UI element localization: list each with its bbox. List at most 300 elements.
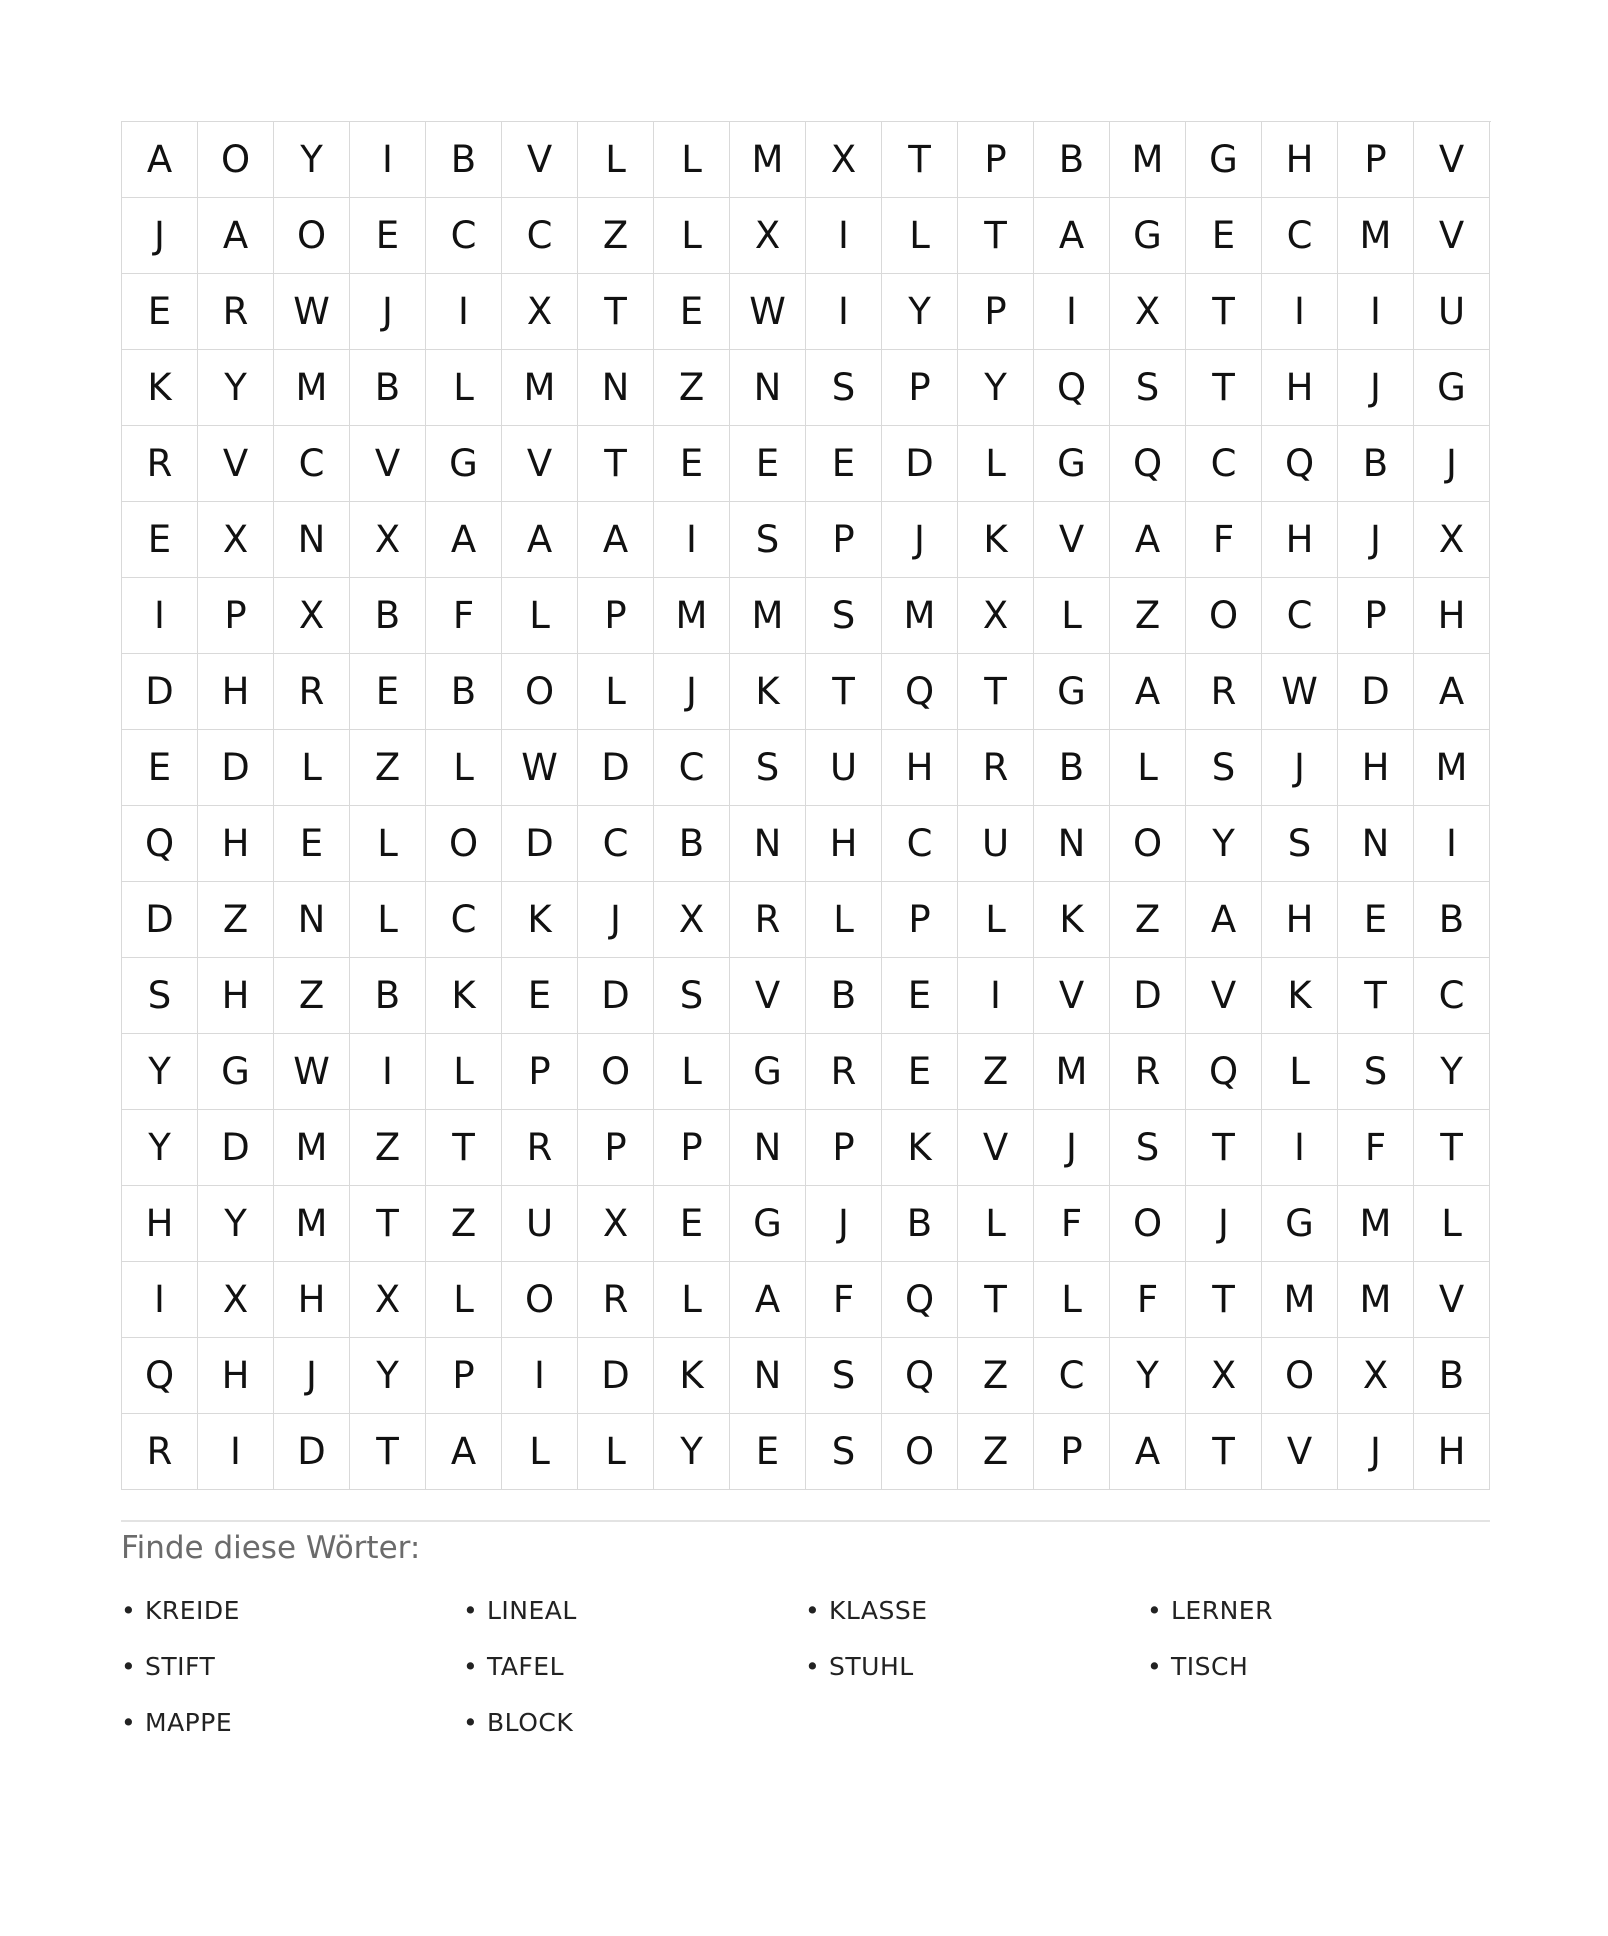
grid-cell[interactable]: G xyxy=(1414,350,1490,426)
grid-cell[interactable]: K xyxy=(122,350,198,426)
grid-cell[interactable]: R xyxy=(122,1414,198,1490)
grid-cell[interactable]: V xyxy=(1034,502,1110,578)
grid-cell[interactable]: X xyxy=(274,578,350,654)
grid-cell[interactable]: W xyxy=(274,274,350,350)
grid-cell[interactable]: V xyxy=(1262,1414,1338,1490)
grid-cell[interactable]: X xyxy=(198,502,274,578)
grid-cell[interactable]: T xyxy=(350,1414,426,1490)
grid-cell[interactable]: O xyxy=(274,198,350,274)
grid-cell[interactable]: J xyxy=(1262,730,1338,806)
grid-cell[interactable]: A xyxy=(426,1414,502,1490)
grid-cell[interactable]: I xyxy=(806,198,882,274)
grid-cell[interactable]: M xyxy=(730,578,806,654)
grid-cell[interactable]: D xyxy=(274,1414,350,1490)
grid-cell[interactable]: X xyxy=(502,274,578,350)
grid-cell[interactable]: I xyxy=(1414,806,1490,882)
grid-cell[interactable]: H xyxy=(198,654,274,730)
grid-cell[interactable]: M xyxy=(1338,1262,1414,1338)
grid-cell[interactable]: L xyxy=(1034,1262,1110,1338)
grid-cell[interactable]: S xyxy=(806,1414,882,1490)
grid-cell[interactable]: H xyxy=(1262,882,1338,958)
grid-cell[interactable]: K xyxy=(426,958,502,1034)
grid-cell[interactable]: D xyxy=(578,958,654,1034)
grid-cell[interactable]: L xyxy=(654,198,730,274)
grid-cell[interactable]: H xyxy=(882,730,958,806)
grid-cell[interactable]: T xyxy=(578,274,654,350)
grid-cell[interactable]: P xyxy=(502,1034,578,1110)
grid-cell[interactable]: B xyxy=(1034,122,1110,198)
grid-cell[interactable]: L xyxy=(654,1034,730,1110)
grid-cell[interactable]: W xyxy=(1262,654,1338,730)
grid-cell[interactable]: J xyxy=(882,502,958,578)
grid-cell[interactable]: Q xyxy=(1186,1034,1262,1110)
grid-cell[interactable]: I xyxy=(426,274,502,350)
grid-cell[interactable]: T xyxy=(1186,1262,1262,1338)
grid-cell[interactable]: C xyxy=(502,198,578,274)
grid-cell[interactable]: L xyxy=(350,806,426,882)
grid-cell[interactable]: Y xyxy=(958,350,1034,426)
grid-cell[interactable]: A xyxy=(122,122,198,198)
grid-cell[interactable]: K xyxy=(1262,958,1338,1034)
grid-cell[interactable]: H xyxy=(198,806,274,882)
grid-cell[interactable]: K xyxy=(882,1110,958,1186)
grid-cell[interactable]: X xyxy=(654,882,730,958)
grid-cell[interactable]: D xyxy=(578,1338,654,1414)
grid-cell[interactable]: E xyxy=(882,1034,958,1110)
grid-cell[interactable]: B xyxy=(350,350,426,426)
grid-cell[interactable]: R xyxy=(198,274,274,350)
grid-cell[interactable]: Z xyxy=(958,1414,1034,1490)
grid-cell[interactable]: T xyxy=(1186,350,1262,426)
grid-cell[interactable]: A xyxy=(1034,198,1110,274)
grid-cell[interactable]: E xyxy=(502,958,578,1034)
grid-cell[interactable]: R xyxy=(274,654,350,730)
grid-cell[interactable]: P xyxy=(198,578,274,654)
grid-cell[interactable]: H xyxy=(198,1338,274,1414)
grid-cell[interactable]: K xyxy=(958,502,1034,578)
grid-cell[interactable]: V xyxy=(958,1110,1034,1186)
grid-cell[interactable]: T xyxy=(1186,1414,1262,1490)
grid-cell[interactable]: G xyxy=(426,426,502,502)
grid-cell[interactable]: Z xyxy=(198,882,274,958)
grid-cell[interactable]: M xyxy=(502,350,578,426)
grid-cell[interactable]: B xyxy=(1338,426,1414,502)
grid-cell[interactable]: U xyxy=(958,806,1034,882)
grid-cell[interactable]: X xyxy=(198,1262,274,1338)
grid-cell[interactable]: Z xyxy=(350,730,426,806)
grid-cell[interactable]: V xyxy=(502,122,578,198)
grid-cell[interactable]: V xyxy=(1414,1262,1490,1338)
grid-cell[interactable]: B xyxy=(350,578,426,654)
grid-cell[interactable]: X xyxy=(1338,1338,1414,1414)
grid-cell[interactable]: I xyxy=(654,502,730,578)
grid-cell[interactable]: C xyxy=(578,806,654,882)
grid-cell[interactable]: E xyxy=(730,426,806,502)
grid-cell[interactable]: C xyxy=(882,806,958,882)
grid-cell[interactable]: M xyxy=(730,122,806,198)
grid-cell[interactable]: S xyxy=(1262,806,1338,882)
grid-cell[interactable]: S xyxy=(1110,350,1186,426)
grid-cell[interactable]: B xyxy=(654,806,730,882)
grid-cell[interactable]: L xyxy=(426,350,502,426)
grid-cell[interactable]: L xyxy=(806,882,882,958)
grid-cell[interactable]: Q xyxy=(122,1338,198,1414)
grid-cell[interactable]: Q xyxy=(882,654,958,730)
grid-cell[interactable]: M xyxy=(1110,122,1186,198)
grid-cell[interactable]: Z xyxy=(654,350,730,426)
grid-cell[interactable]: X xyxy=(1186,1338,1262,1414)
grid-cell[interactable]: Y xyxy=(882,274,958,350)
grid-cell[interactable]: B xyxy=(426,122,502,198)
grid-cell[interactable]: L xyxy=(958,1186,1034,1262)
grid-cell[interactable]: R xyxy=(1186,654,1262,730)
grid-cell[interactable]: J xyxy=(1338,502,1414,578)
grid-cell[interactable]: I xyxy=(350,1034,426,1110)
grid-cell[interactable]: M xyxy=(274,350,350,426)
grid-cell[interactable]: R xyxy=(730,882,806,958)
grid-cell[interactable]: V xyxy=(502,426,578,502)
grid-cell[interactable]: A xyxy=(426,502,502,578)
grid-cell[interactable]: T xyxy=(1338,958,1414,1034)
grid-cell[interactable]: B xyxy=(1414,1338,1490,1414)
grid-cell[interactable]: P xyxy=(578,1110,654,1186)
grid-cell[interactable]: X xyxy=(578,1186,654,1262)
grid-cell[interactable]: I xyxy=(958,958,1034,1034)
grid-cell[interactable]: Y xyxy=(1186,806,1262,882)
grid-cell[interactable]: S xyxy=(806,578,882,654)
grid-cell[interactable]: D xyxy=(578,730,654,806)
grid-cell[interactable]: O xyxy=(502,654,578,730)
grid-cell[interactable]: P xyxy=(958,122,1034,198)
grid-cell[interactable]: L xyxy=(1414,1186,1490,1262)
grid-cell[interactable]: H xyxy=(1262,502,1338,578)
grid-cell[interactable]: T xyxy=(1414,1110,1490,1186)
grid-cell[interactable]: I xyxy=(198,1414,274,1490)
grid-cell[interactable]: U xyxy=(806,730,882,806)
grid-cell[interactable]: H xyxy=(1338,730,1414,806)
grid-cell[interactable]: T xyxy=(350,1186,426,1262)
grid-cell[interactable]: H xyxy=(1414,1414,1490,1490)
grid-cell[interactable]: Z xyxy=(350,1110,426,1186)
grid-cell[interactable]: H xyxy=(274,1262,350,1338)
grid-cell[interactable]: C xyxy=(1414,958,1490,1034)
grid-cell[interactable]: L xyxy=(1034,578,1110,654)
grid-cell[interactable]: X xyxy=(958,578,1034,654)
grid-cell[interactable]: L xyxy=(426,730,502,806)
grid-cell[interactable]: C xyxy=(1034,1338,1110,1414)
grid-cell[interactable]: L xyxy=(958,426,1034,502)
grid-cell[interactable]: H xyxy=(198,958,274,1034)
grid-cell[interactable]: A xyxy=(578,502,654,578)
grid-cell[interactable]: G xyxy=(730,1034,806,1110)
grid-cell[interactable]: M xyxy=(654,578,730,654)
grid-cell[interactable]: Z xyxy=(274,958,350,1034)
grid-cell[interactable]: O xyxy=(578,1034,654,1110)
grid-cell[interactable]: L xyxy=(654,1262,730,1338)
grid-cell[interactable]: N xyxy=(730,1338,806,1414)
grid-cell[interactable]: M xyxy=(274,1186,350,1262)
grid-cell[interactable]: E xyxy=(654,1186,730,1262)
grid-cell[interactable]: B xyxy=(1034,730,1110,806)
grid-cell[interactable]: K xyxy=(654,1338,730,1414)
grid-cell[interactable]: L xyxy=(274,730,350,806)
grid-cell[interactable]: M xyxy=(1262,1262,1338,1338)
grid-cell[interactable]: E xyxy=(806,426,882,502)
grid-cell[interactable]: J xyxy=(350,274,426,350)
grid-cell[interactable]: P xyxy=(578,578,654,654)
grid-cell[interactable]: T xyxy=(578,426,654,502)
grid-cell[interactable]: L xyxy=(578,1414,654,1490)
grid-cell[interactable]: N xyxy=(730,350,806,426)
grid-cell[interactable]: V xyxy=(1034,958,1110,1034)
grid-cell[interactable]: T xyxy=(958,654,1034,730)
grid-cell[interactable]: I xyxy=(806,274,882,350)
grid-cell[interactable]: E xyxy=(350,654,426,730)
grid-cell[interactable]: O xyxy=(502,1262,578,1338)
grid-cell[interactable]: F xyxy=(1034,1186,1110,1262)
grid-cell[interactable]: H xyxy=(1414,578,1490,654)
grid-cell[interactable]: I xyxy=(1262,1110,1338,1186)
grid-cell[interactable]: M xyxy=(1338,1186,1414,1262)
grid-cell[interactable]: M xyxy=(1034,1034,1110,1110)
grid-cell[interactable]: E xyxy=(122,274,198,350)
grid-cell[interactable]: J xyxy=(578,882,654,958)
grid-cell[interactable]: E xyxy=(350,198,426,274)
grid-cell[interactable]: I xyxy=(1262,274,1338,350)
grid-cell[interactable]: L xyxy=(958,882,1034,958)
grid-cell[interactable]: A xyxy=(1186,882,1262,958)
grid-cell[interactable]: T xyxy=(958,198,1034,274)
grid-cell[interactable]: S xyxy=(730,730,806,806)
grid-cell[interactable]: Z xyxy=(426,1186,502,1262)
grid-cell[interactable]: S xyxy=(1338,1034,1414,1110)
grid-cell[interactable]: E xyxy=(1338,882,1414,958)
grid-cell[interactable]: B xyxy=(1414,882,1490,958)
grid-cell[interactable]: C xyxy=(654,730,730,806)
grid-cell[interactable]: H xyxy=(806,806,882,882)
grid-cell[interactable]: L xyxy=(578,122,654,198)
grid-cell[interactable]: G xyxy=(1110,198,1186,274)
grid-cell[interactable]: E xyxy=(654,426,730,502)
grid-cell[interactable]: A xyxy=(198,198,274,274)
grid-cell[interactable]: Z xyxy=(958,1338,1034,1414)
grid-cell[interactable]: P xyxy=(654,1110,730,1186)
grid-cell[interactable]: R xyxy=(806,1034,882,1110)
grid-cell[interactable]: N xyxy=(578,350,654,426)
grid-cell[interactable]: J xyxy=(1338,1414,1414,1490)
grid-cell[interactable]: A xyxy=(1110,502,1186,578)
grid-cell[interactable]: B xyxy=(806,958,882,1034)
grid-cell[interactable]: Y xyxy=(654,1414,730,1490)
grid-cell[interactable]: B xyxy=(350,958,426,1034)
grid-cell[interactable]: L xyxy=(502,578,578,654)
grid-cell[interactable]: D xyxy=(502,806,578,882)
grid-cell[interactable]: X xyxy=(806,122,882,198)
grid-cell[interactable]: O xyxy=(1110,1186,1186,1262)
grid-cell[interactable]: F xyxy=(1186,502,1262,578)
grid-cell[interactable]: V xyxy=(1186,958,1262,1034)
grid-cell[interactable]: Y xyxy=(122,1110,198,1186)
grid-cell[interactable]: Q xyxy=(1262,426,1338,502)
grid-cell[interactable]: Y xyxy=(198,1186,274,1262)
grid-cell[interactable]: O xyxy=(198,122,274,198)
grid-cell[interactable]: I xyxy=(1034,274,1110,350)
grid-cell[interactable]: T xyxy=(806,654,882,730)
grid-cell[interactable]: S xyxy=(730,502,806,578)
grid-cell[interactable]: P xyxy=(806,1110,882,1186)
grid-cell[interactable]: N xyxy=(1338,806,1414,882)
grid-cell[interactable]: G xyxy=(198,1034,274,1110)
grid-cell[interactable]: S xyxy=(122,958,198,1034)
grid-cell[interactable]: Q xyxy=(122,806,198,882)
grid-cell[interactable]: K xyxy=(502,882,578,958)
grid-cell[interactable]: Q xyxy=(1110,426,1186,502)
grid-cell[interactable]: V xyxy=(198,426,274,502)
grid-cell[interactable]: X xyxy=(1110,274,1186,350)
grid-cell[interactable]: M xyxy=(274,1110,350,1186)
grid-cell[interactable]: L xyxy=(1110,730,1186,806)
grid-cell[interactable]: J xyxy=(1034,1110,1110,1186)
grid-cell[interactable]: A xyxy=(1110,654,1186,730)
grid-cell[interactable]: A xyxy=(1110,1414,1186,1490)
grid-cell[interactable]: B xyxy=(882,1186,958,1262)
grid-cell[interactable]: N xyxy=(730,1110,806,1186)
grid-cell[interactable]: P xyxy=(1338,578,1414,654)
grid-cell[interactable]: Q xyxy=(1034,350,1110,426)
grid-cell[interactable]: J xyxy=(122,198,198,274)
grid-cell[interactable]: J xyxy=(274,1338,350,1414)
grid-cell[interactable]: Y xyxy=(350,1338,426,1414)
grid-cell[interactable]: F xyxy=(426,578,502,654)
grid-cell[interactable]: X xyxy=(1414,502,1490,578)
grid-cell[interactable]: O xyxy=(1262,1338,1338,1414)
grid-cell[interactable]: W xyxy=(502,730,578,806)
grid-cell[interactable]: J xyxy=(1186,1186,1262,1262)
grid-cell[interactable]: K xyxy=(1034,882,1110,958)
grid-cell[interactable]: P xyxy=(426,1338,502,1414)
grid-cell[interactable]: I xyxy=(1338,274,1414,350)
grid-cell[interactable]: E xyxy=(882,958,958,1034)
grid-cell[interactable]: R xyxy=(122,426,198,502)
grid-cell[interactable]: R xyxy=(1110,1034,1186,1110)
grid-cell[interactable]: P xyxy=(1034,1414,1110,1490)
grid-cell[interactable]: J xyxy=(1414,426,1490,502)
grid-cell[interactable]: F xyxy=(1338,1110,1414,1186)
grid-cell[interactable]: J xyxy=(654,654,730,730)
grid-cell[interactable]: D xyxy=(122,654,198,730)
grid-cell[interactable]: M xyxy=(882,578,958,654)
grid-cell[interactable]: Y xyxy=(274,122,350,198)
grid-cell[interactable]: H xyxy=(1262,350,1338,426)
grid-cell[interactable]: L xyxy=(1262,1034,1338,1110)
grid-cell[interactable]: P xyxy=(882,350,958,426)
grid-cell[interactable]: T xyxy=(1186,1110,1262,1186)
grid-cell[interactable]: E xyxy=(730,1414,806,1490)
grid-cell[interactable]: W xyxy=(730,274,806,350)
grid-cell[interactable]: I xyxy=(122,1262,198,1338)
grid-cell[interactable]: Y xyxy=(122,1034,198,1110)
grid-cell[interactable]: S xyxy=(1110,1110,1186,1186)
grid-cell[interactable]: L xyxy=(350,882,426,958)
grid-cell[interactable]: G xyxy=(1262,1186,1338,1262)
grid-cell[interactable]: N xyxy=(274,502,350,578)
grid-cell[interactable]: V xyxy=(350,426,426,502)
grid-cell[interactable]: L xyxy=(426,1262,502,1338)
grid-cell[interactable]: G xyxy=(1034,654,1110,730)
grid-cell[interactable]: T xyxy=(882,122,958,198)
grid-cell[interactable]: J xyxy=(806,1186,882,1262)
grid-cell[interactable]: S xyxy=(806,1338,882,1414)
grid-cell[interactable]: E xyxy=(654,274,730,350)
grid-cell[interactable]: L xyxy=(502,1414,578,1490)
grid-cell[interactable]: S xyxy=(1186,730,1262,806)
grid-cell[interactable]: N xyxy=(1034,806,1110,882)
grid-cell[interactable]: Z xyxy=(958,1034,1034,1110)
grid-cell[interactable]: A xyxy=(1414,654,1490,730)
grid-cell[interactable]: Z xyxy=(1110,578,1186,654)
grid-cell[interactable]: G xyxy=(1034,426,1110,502)
grid-cell[interactable]: D xyxy=(122,882,198,958)
grid-cell[interactable]: F xyxy=(806,1262,882,1338)
grid-cell[interactable]: E xyxy=(1186,198,1262,274)
grid-cell[interactable]: W xyxy=(274,1034,350,1110)
grid-cell[interactable]: E xyxy=(122,730,198,806)
grid-cell[interactable]: R xyxy=(578,1262,654,1338)
grid-cell[interactable]: V xyxy=(1414,198,1490,274)
grid-cell[interactable]: A xyxy=(730,1262,806,1338)
grid-cell[interactable]: R xyxy=(502,1110,578,1186)
grid-cell[interactable]: C xyxy=(1262,198,1338,274)
grid-cell[interactable]: I xyxy=(122,578,198,654)
grid-cell[interactable]: A xyxy=(502,502,578,578)
grid-cell[interactable]: N xyxy=(274,882,350,958)
grid-cell[interactable]: P xyxy=(806,502,882,578)
grid-cell[interactable]: F xyxy=(1110,1262,1186,1338)
grid-cell[interactable]: X xyxy=(350,502,426,578)
grid-cell[interactable]: P xyxy=(1338,122,1414,198)
grid-cell[interactable]: I xyxy=(350,122,426,198)
grid-cell[interactable]: M xyxy=(1414,730,1490,806)
grid-cell[interactable]: O xyxy=(1110,806,1186,882)
grid-cell[interactable]: L xyxy=(578,654,654,730)
grid-cell[interactable]: V xyxy=(730,958,806,1034)
grid-cell[interactable]: D xyxy=(198,730,274,806)
grid-cell[interactable]: Q xyxy=(882,1262,958,1338)
grid-cell[interactable]: N xyxy=(730,806,806,882)
grid-cell[interactable]: L xyxy=(654,122,730,198)
grid-cell[interactable]: S xyxy=(806,350,882,426)
grid-cell[interactable]: E xyxy=(274,806,350,882)
grid-cell[interactable]: O xyxy=(882,1414,958,1490)
grid-cell[interactable]: X xyxy=(350,1262,426,1338)
grid-cell[interactable]: E xyxy=(122,502,198,578)
grid-cell[interactable]: X xyxy=(730,198,806,274)
grid-cell[interactable]: T xyxy=(426,1110,502,1186)
grid-cell[interactable]: L xyxy=(882,198,958,274)
grid-cell[interactable]: U xyxy=(1414,274,1490,350)
grid-cell[interactable]: J xyxy=(1338,350,1414,426)
grid-cell[interactable]: I xyxy=(502,1338,578,1414)
grid-cell[interactable]: B xyxy=(426,654,502,730)
grid-cell[interactable]: Z xyxy=(578,198,654,274)
grid-cell[interactable]: D xyxy=(1110,958,1186,1034)
grid-cell[interactable]: D xyxy=(198,1110,274,1186)
grid-cell[interactable]: G xyxy=(730,1186,806,1262)
grid-cell[interactable]: D xyxy=(1338,654,1414,730)
grid-cell[interactable]: C xyxy=(1186,426,1262,502)
grid-cell[interactable]: C xyxy=(274,426,350,502)
grid-cell[interactable]: Y xyxy=(1110,1338,1186,1414)
